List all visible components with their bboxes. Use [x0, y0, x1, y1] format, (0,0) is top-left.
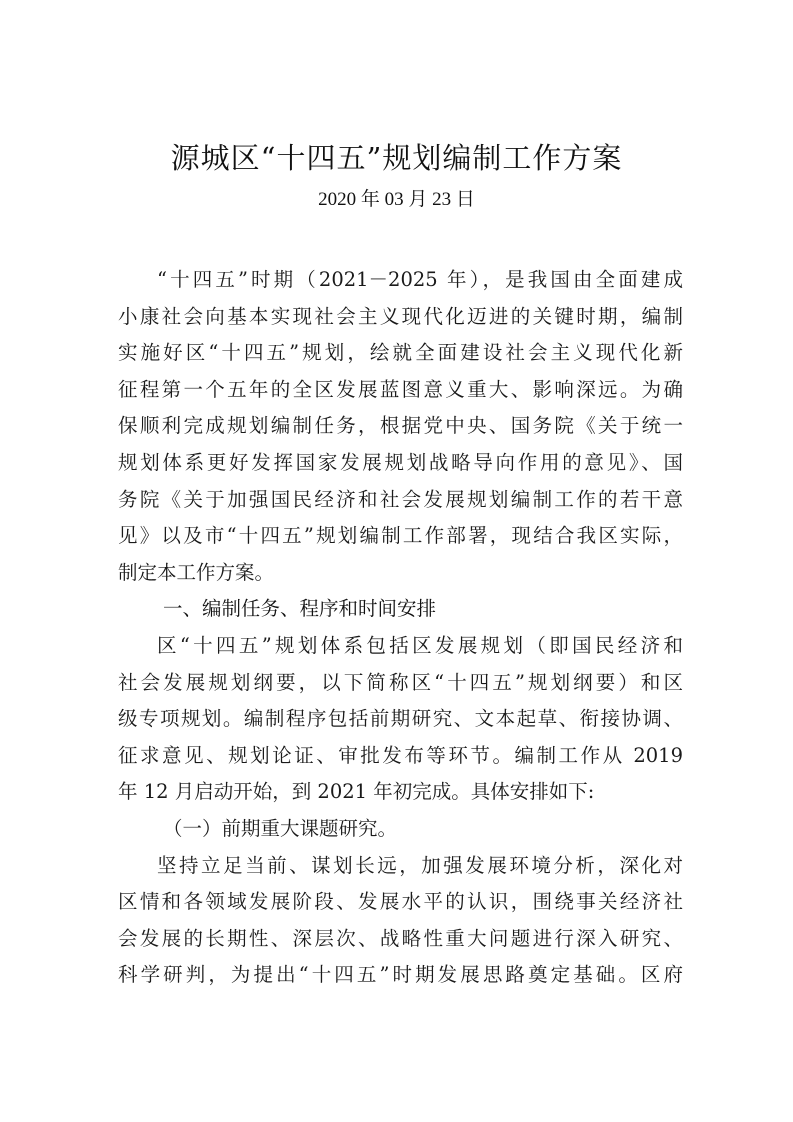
paragraph-line: 区情和各领域发展阶段、发展水平的认识，围绕事关经济社 [118, 890, 683, 914]
paragraph-line: 社会发展规划纲要，以下简称区“十四五”规划纲要）和区 [118, 670, 683, 694]
paragraph-line: 征程第一个五年的全区发展蓝图意义重大、影响深远。为确 [118, 377, 683, 401]
paragraph-line: 科学研判，为提出“十四五”时期发展思路奠定基础。区府 [118, 963, 683, 987]
paragraph-line: 见》以及市“十四五”规划编制工作部署，现结合我区实际， [118, 524, 683, 548]
paragraph-line: 坚持立足当前、谋划长远，加强发展环境分析，深化对 [157, 853, 683, 877]
paragraph-line: 会发展的长期性、深层次、战略性重大问题进行深入研究、 [118, 926, 683, 950]
paragraph-line: 保顺利完成规划编制任务，根据党中央、国务院《关于统一 [118, 414, 683, 438]
subsection-heading: （一）前期重大课题研究。 [163, 816, 398, 840]
paragraph-line: 级专项规划。编制程序包括前期研究、文本起草、衔接协调、 [118, 707, 683, 731]
paragraph-line: “十四五”时期（2021－2025 年），是我国由全面建成 [157, 268, 683, 291]
document-date: 2020 年 03 月 23 日 [318, 189, 475, 210]
section-heading: 一、编制任务、程序和时间安排 [163, 597, 437, 621]
paragraph-line: 小康社会向基本实现社会主义现代化迈进的关键时期，编制 [118, 304, 683, 328]
paragraph-line: 制定本工作方案。 [118, 560, 275, 584]
document-title: 源城区“十四五”规划编制工作方案 [170, 141, 623, 175]
document-body [118, 262, 683, 994]
paragraph-line: 规划体系更好发挥国家发展规划战略导向作用的意见》、国 [118, 450, 683, 474]
paragraph-line: 征求意见、规划论证、审批发布等环节。编制工作从 2019 [118, 743, 683, 767]
paragraph-line: 实施好区“十四五”规划，绘就全面建设社会主义现代化新 [118, 341, 683, 365]
paragraph-line: 务院《关于加强国民经济和社会发展规划编制工作的若干意 [118, 487, 683, 511]
paragraph-line: 年 12 月启动开始，到 2021 年初完成。具体安排如下: [118, 780, 595, 804]
paragraph-line: 区“十四五”规划体系包括区发展规划（即国民经济和 [157, 633, 683, 657]
